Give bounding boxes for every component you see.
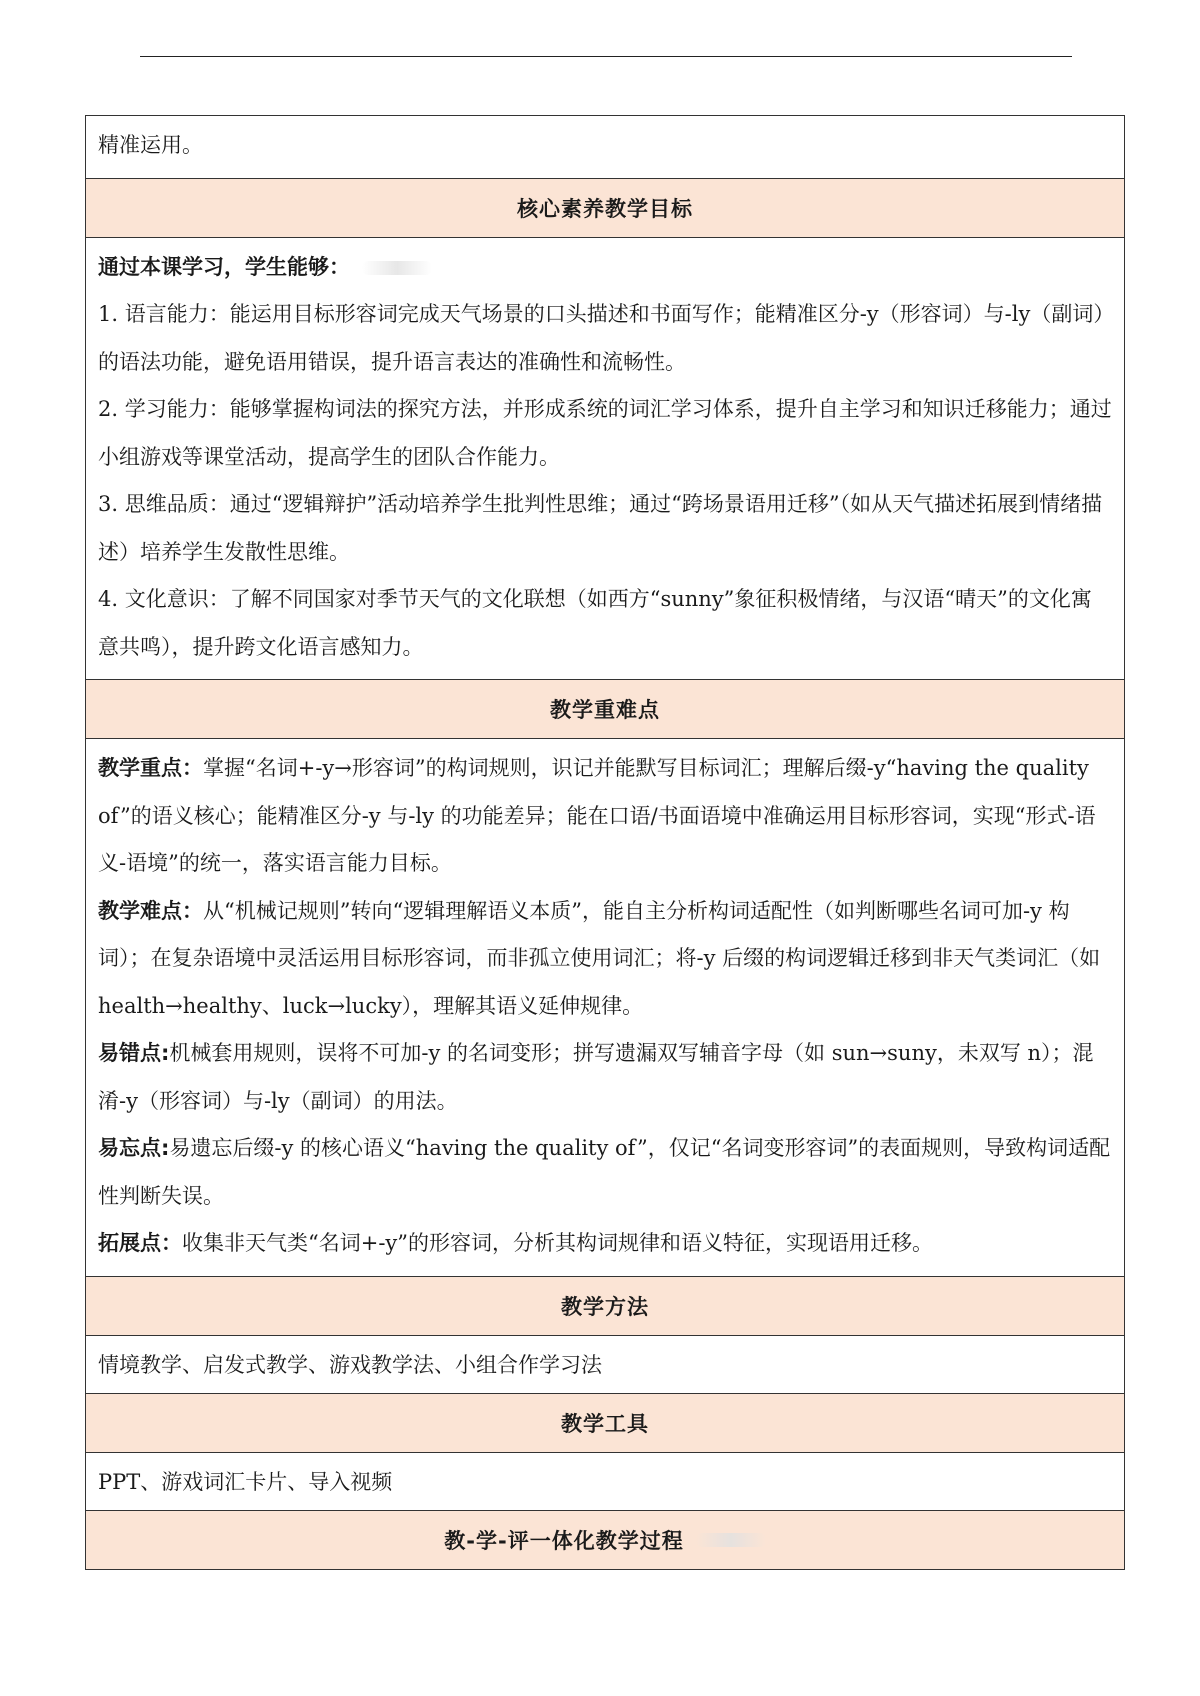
key-point-text: 掌握“名词+-y→形容词”的构词规则，识记并能默写目标词汇；理解后缀-y“having the quality of”的语义核心；能精准区分-y 与-ly 的功能差异；能在口语/书面语境中准确运用目标形容词，实现“形式-语义-语境”的统一，落实语言能力目标。 [98,756,1096,875]
tools-header [86,1393,1124,1452]
key-point-text: 收集非天气类“名词+-y”的形容词，分析其构词规律和语义特征，实现语用迁移。 [182,1231,934,1255]
methods-header [86,1276,1124,1335]
key-point-paragraph [98,1125,1112,1220]
tools-title: 教学工具 [561,1411,649,1436]
key-point-text: 机械套用规则，误将不可加-y 的名词变形；拼写遗漏双写辅音字母（如 sun→suny，未双写 n）；混淆-y（形容词）与-ly（副词）的用法。 [98,1041,1094,1113]
core-goals-title: 核心素养教学目标 [517,196,693,221]
key-point-label: 易忘点: [98,1136,170,1160]
methods-content: 情境教学、启发式教学、游戏教学法、小组合作学习法 [98,1353,602,1377]
key-point-text: 易遗忘后缀-y 的核心语义“having the quality of”，仅记“名词变形容词”的表面规则，导致构词适配性判断失误。 [98,1136,1111,1208]
key-points-title: 教学重难点 [550,698,660,722]
header-rule [140,56,1072,57]
core-goals-body [86,237,1124,680]
core-goals-intro-line [98,244,1112,292]
core-goal-item: 3. 思维品质：通过“逻辑辩护”活动培养学生批判性思维；通过“跨场景语用迁移”（如从天气描述拓展到情绪描述）培养学生发散性思维。 [98,492,1103,564]
key-point-text: 从“机械记规则”转向“逻辑理解语义本质”，能自主分析构词适配性（如判断哪些名词可加-y 构词）；在复杂语境中灵活运用目标形容词，而非孤立使用词汇；将-y 后缀的构词逻辑迁移到非天气类词汇（如 health→healthy、luck→lucky），理解其语义延伸规律。 [98,898,1101,1018]
key-point-label: 易错点: [98,1041,170,1065]
core-goal-item: 1. 语言能力：能运用目标形容词完成天气场景的口头描述和书面写作；能精准区分-y（形容词）与-ly（副词）的语法功能，避免语用错误，提升语言表达的准确性和流畅性。 [98,302,1104,374]
core-goal-item: 2. 学习能力：能够掌握构词法的探究方法，并形成系统的词汇学习体系，提升自主学习和知识迁移能力；通过小组游戏等课堂活动，提高学生的团队合作能力。 [98,397,1112,469]
faint-watermark [696,1533,766,1547]
key-point-label: 拓展点： [98,1231,182,1255]
tools-content: PPT、游戏词汇卡片、导入视频 [98,1470,393,1494]
faint-watermark [362,261,432,275]
continuation-text: 精准运用。 [98,133,203,157]
key-point-paragraph [98,745,1112,888]
methods-title: 教学方法 [561,1294,649,1319]
core-goals-header [86,178,1124,237]
methods-body [86,1335,1124,1393]
core-goals-intro: 通过本课学习，学生能够： [98,254,350,279]
key-point-label: 教学重点： [98,756,203,780]
core-goal-item: 4. 文化意识：了解不同国家对季节天气的文化联想（如西方“sunny”象征积极情绪，与汉语“晴天”的文化寓意共鸣），提升跨文化语言感知力。 [98,587,1092,659]
key-point-paragraph [98,888,1112,1031]
continuation-row [86,116,1124,178]
process-title: 教-学-评一体化教学过程 [444,1528,684,1553]
tools-body [86,1452,1124,1510]
key-point-paragraph [98,1030,1112,1125]
process-header [86,1510,1124,1569]
key-points-body [86,738,1124,1276]
lesson-plan-table [85,115,1125,1570]
key-point-label: 教学难点： [98,898,203,923]
key-point-paragraph [98,1220,1112,1268]
key-points-header [86,679,1124,738]
